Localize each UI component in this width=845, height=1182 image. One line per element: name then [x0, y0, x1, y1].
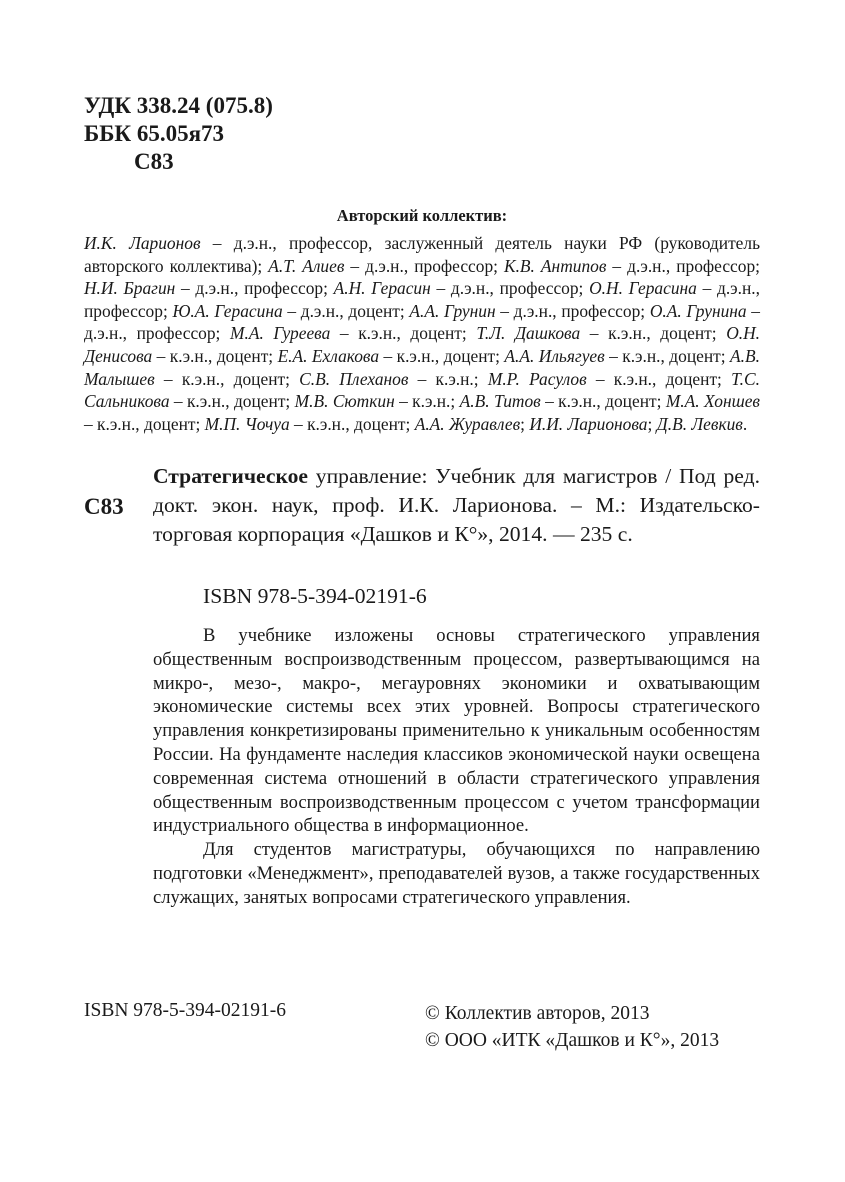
author-name: Т.С. Сальникова [84, 368, 760, 412]
copyright-publisher: © ООО «ИТК «Дашков и К°», 2013 [425, 1030, 720, 1051]
authors-list [84, 232, 760, 435]
bbk-code: ББК 65.05я73 [84, 121, 225, 146]
author-name: М.А. Гуреева [230, 323, 331, 344]
author-name: С.В. Плеханов [299, 368, 409, 389]
author-credentials: – к.э.н., доцент; [540, 391, 666, 412]
author-credentials: – к.э.н., доцент; [604, 345, 731, 366]
abstract-paragraph: В учебнике изложены основы стратегического управления общественным воспроизводственным процессом, развертывающимся на микро-, мезо-, макро-, мегауровнях экономики и охватывающим экономические системы всех этих уровней. Вопросы стратегического управления конкретизированы применительно к уникальным особенностям России. На фундаменте наследия классиков экономической науки освещена современная система отношений в области стратегического управления общественным воспроизводственным процессом с учетом трансформации индустриального общества в информационное. [153, 625, 760, 837]
author-name: А.Т. Алиев [268, 255, 345, 276]
bibliographic-record [153, 462, 760, 549]
author-credentials: – к.э.н., доцент; [289, 413, 415, 434]
author-name: И.К. Ларионов [84, 233, 201, 253]
author-name: А.В. Титов [459, 391, 541, 412]
author-credentials: . [742, 413, 748, 434]
author-name: О.Н. Денисова [84, 323, 761, 366]
author-name: М.Р. Расулов [487, 368, 587, 389]
author-credentials: – д.э.н., профессор; [84, 278, 760, 321]
audience-paragraph: Для студентов магистратуры, обучающихся по направлению подготовки «Менеджмент», преподавателей вузов, а также государственных служащих, занятых вопросами стратегического управления. [153, 839, 760, 908]
book-title-bold: Стратегическое [153, 464, 309, 488]
authors-heading: Авторский коллектив: [336, 206, 508, 225]
author-name: Н.И. Брагин [84, 278, 176, 299]
author-credentials: – к.э.н., доцент; [84, 413, 205, 434]
author-credentials: – д.э.н., профессор; [430, 278, 590, 299]
author-name: И.И. Ларионова [529, 413, 648, 434]
author-name: Д.В. Левкив [656, 413, 743, 434]
author-credentials: – к.э.н., доцент; [330, 323, 477, 344]
author-name: А.А. Грунин [409, 300, 496, 321]
abstract [153, 624, 760, 910]
author-credentials: – д.э.н., профессор; [175, 278, 334, 299]
author-name: Ю.А. Герасина [172, 300, 283, 321]
isbn-record: ISBN 978-5-394-02191-6 [203, 584, 427, 608]
footer-isbn: ISBN 978-5-394-02191-6 [84, 1000, 287, 1021]
author-name: А.А. Ильягуев [504, 345, 605, 366]
author-credentials: – д.э.н., профессор, заслуженный деятель науки РФ (руководитель авторского коллектива); [84, 233, 761, 276]
author-name: А.А. Журавлев [414, 413, 521, 434]
author-name: К.В. Антипов [504, 255, 607, 276]
author-credentials: – д.э.н., доцент; [282, 300, 410, 321]
author-credentials: – к.э.н.; [394, 391, 460, 412]
author-credentials: – к.э.н., доцент; [154, 368, 300, 389]
author-credentials: – д.э.н., профессор; [495, 300, 650, 321]
author-name: А.В. Малышев [84, 345, 760, 389]
bibliography-author-mark: С83 [84, 494, 124, 519]
author-name: М.А. Хоншев [665, 391, 760, 412]
author-credentials: – к.э.н., доцент; [169, 391, 295, 412]
classification-codes [84, 92, 273, 176]
author-name: М.П. Чочуа [204, 413, 290, 434]
author-credentials: – к.э.н., доцент; [152, 345, 278, 366]
copyright-authors: © Коллектив авторов, 2013 [425, 1003, 650, 1024]
author-name: Е.А. Ехлакова [277, 345, 380, 366]
author-credentials: – к.э.н.; [408, 368, 488, 389]
copyright-block [425, 1000, 719, 1054]
udk-code: УДК 338.24 (075.8) [84, 93, 273, 118]
author-credentials: – д.э.н., профессор; [606, 255, 760, 276]
bibliographic-details: управление: Учебник для магистров / Под ред. докт. экон. наук, проф. И.К. Ларионова. – М.: Издательско-торговая корпорация «Дашков и К°», 2014. — 235 с. [153, 464, 760, 546]
author-name: О.Н. Герасина [589, 278, 697, 299]
author-credentials: – к.э.н., доцент; [580, 323, 727, 344]
author-name: О.А. Грунина [649, 300, 747, 321]
author-credentials: ; [647, 413, 657, 434]
author-credentials: – к.э.н., доцент; [586, 368, 732, 389]
author-name: М.В. Сюткин [294, 391, 395, 412]
author-name: А.Н. Герасин [333, 278, 431, 299]
author-name: Т.Л. Дашкова [476, 323, 581, 344]
author-credentials: – к.э.н., доцент; [379, 345, 505, 366]
author-credentials: – д.э.н., профессор; [84, 300, 761, 344]
author-credentials: ; [520, 413, 530, 434]
author-mark: С83 [134, 149, 174, 174]
author-credentials: – д.э.н., профессор; [344, 255, 505, 276]
